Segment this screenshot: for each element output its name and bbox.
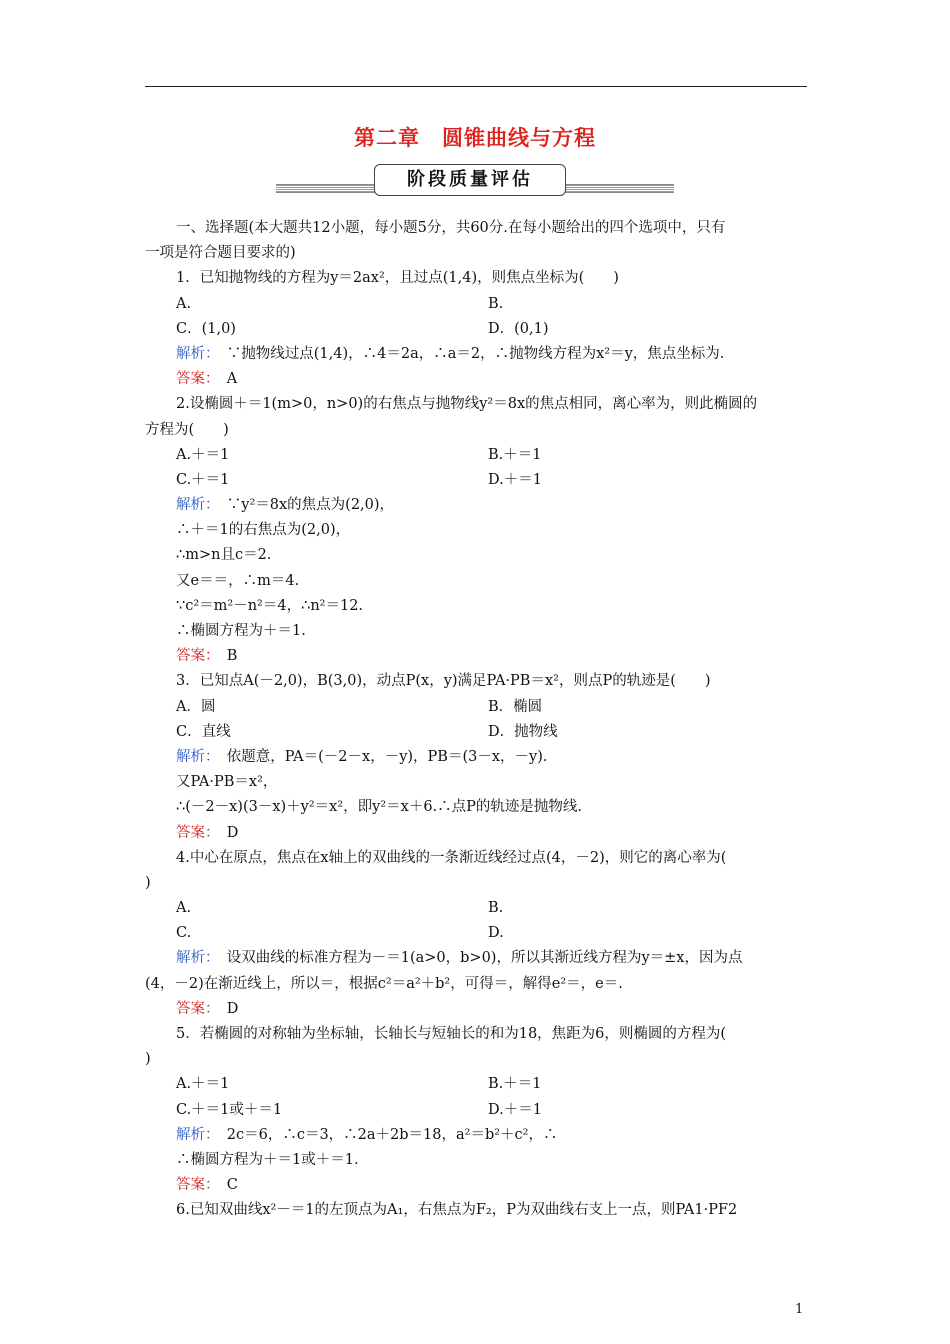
option-left: C．(1,0) [176, 320, 236, 337]
text-line: ∴m>n且c＝2. [176, 547, 272, 564]
chapter-title: 第二章 圆锥曲线与方程 [354, 125, 596, 150]
text-line: 1．已知抛物线的方程为y＝2ax²，且过点(1,4)，则焦点坐标为( ) [176, 270, 619, 287]
text-line: 2.设椭圆＋＝1(m>0，n>0)的右焦点与抛物线y²＝8x的焦点相同，离心率为，则此椭圆的 [176, 396, 758, 413]
option-row [145, 695, 807, 720]
text-line: 5．若椭圆的对称轴为坐标轴，长轴长与短轴长的和为18，焦距为6，则椭圆的方程为( [176, 1026, 727, 1042]
solution-label: 解析： [176, 950, 213, 967]
text-line: 一、选择题(本大题共12小题，每小题5分，共60分.在每小题给出的四个选项中，只有 [176, 220, 726, 236]
option-right: B.＋＝1 [488, 1076, 542, 1093]
line-text: ∵抛物线过点(1,4)，∴4＝2a，∴a＝2，∴抛物线方程为x²＝y，焦点坐标为. [212, 345, 725, 362]
option-left: C.＋＝1 [176, 471, 230, 488]
option-right: D．(0,1) [488, 320, 549, 337]
solution-label: 解析： [176, 1126, 213, 1143]
text-line: 4.中心在原点，焦点在x轴上的双曲线的一条渐近线经过点(4，－2)，则它的离心率为( [176, 849, 727, 866]
answer-line [145, 997, 807, 1022]
text-line: ) [145, 1051, 151, 1068]
text-line: 又e＝＝，∴m＝4. [176, 572, 300, 589]
answer-line [145, 367, 807, 392]
answer-label: 答案： [176, 824, 213, 841]
text-line: ∴(－2－x)(3－x)＋y²＝x²，即y²＝x＋6.∴点P的轨迹是抛物线. [176, 799, 583, 816]
option-row [145, 896, 807, 921]
option-right: D.＋＝1 [488, 471, 542, 488]
option-left: A.＋＝1 [176, 446, 230, 463]
option-row [145, 443, 807, 468]
document-body [145, 216, 807, 1224]
option-left: C. [176, 925, 192, 942]
text-line: (4，－2)在渐近线上，所以＝，根据c²＝a²＋b²，可得＝，解得e²＝，e＝. [145, 975, 623, 992]
line-text: 依题意，PA＝(－2－x，－y)，PB＝(3－x，－y). [212, 748, 548, 765]
text-line: 方程为( ) [145, 421, 229, 438]
option-left: A．圆 [176, 698, 216, 715]
option-row [145, 468, 807, 493]
section-title: 阶段质量评估 [374, 164, 566, 196]
text-line: ∵c²＝m²－n²＝4，∴n²＝12. [176, 597, 364, 614]
option-row [145, 720, 807, 745]
line-text: D [212, 824, 239, 841]
option-right: D. [488, 925, 504, 942]
option-row [145, 317, 807, 342]
answer-label: 答案： [176, 371, 213, 388]
option-left: A. [176, 900, 192, 917]
option-left: C．直线 [176, 723, 231, 740]
answer-line [145, 821, 807, 846]
line-text: A [212, 371, 238, 388]
solution-label: 解析： [176, 497, 213, 514]
line-text: 2c＝6，∴c＝3，∴2a＋2b＝18，a²＝b²＋c²，∴ [212, 1126, 558, 1143]
line-text: ∵y²＝8x的焦点为(2,0)， [212, 497, 395, 514]
answer-label: 答案： [176, 1177, 213, 1194]
option-right: B．椭圆 [488, 698, 543, 715]
solution-line [145, 493, 807, 518]
text-line: ) [145, 874, 151, 891]
option-right: D.＋＝1 [488, 1101, 542, 1118]
line-text: C [212, 1177, 238, 1194]
solution-line [145, 745, 807, 770]
line-text: 设双曲线的标准方程为－＝1(a>0，b>0)，所以其渐近线方程为y＝±x，因为点 [212, 950, 743, 967]
option-right: B. [488, 900, 504, 917]
text-line: ∴＋＝1的右焦点为(2,0)， [176, 522, 351, 539]
solution-label: 解析： [176, 345, 213, 362]
answer-line [145, 1173, 807, 1198]
answer-label: 答案： [176, 1000, 213, 1017]
option-row [145, 1072, 807, 1097]
page-number: 1 [795, 1302, 804, 1317]
option-left: C.＋＝1或＋＝1 [176, 1101, 283, 1118]
option-row [145, 921, 807, 946]
option-left: A.＋＝1 [176, 1076, 230, 1093]
answer-label: 答案： [176, 648, 213, 665]
text-line: ∴椭圆方程为＋＝1或＋＝1. [176, 1151, 359, 1168]
solution-line [145, 342, 807, 367]
text-line: 6.已知双曲线x²－＝1的左顶点为A₁，右焦点为F₂，P为双曲线右支上一点，则PA1·PF2 [176, 1202, 738, 1219]
option-right: B.＋＝1 [488, 446, 542, 463]
line-text: D [212, 1000, 239, 1017]
solution-line [145, 1123, 807, 1148]
text-line: ∴椭圆方程为＋＝1. [176, 623, 306, 639]
answer-line [145, 644, 807, 669]
option-right: D．抛物线 [488, 723, 558, 740]
top-rule [145, 86, 807, 87]
text-line: 又PA·PB＝x²， [176, 774, 278, 791]
solution-line [145, 946, 807, 971]
text-line: 3．已知点A(－2,0)，B(3,0)，动点P(x，y)满足PA·PB＝x²，则点P的轨迹是( ) [176, 673, 711, 690]
option-row [145, 1098, 807, 1123]
option-left: A. [176, 295, 192, 312]
text-line: 一项是符合题目要求的) [145, 245, 296, 262]
option-right: B. [488, 295, 504, 312]
solution-label: 解析： [176, 748, 213, 765]
option-row [145, 292, 807, 317]
line-text: B [212, 648, 238, 665]
section-banner [276, 164, 674, 198]
